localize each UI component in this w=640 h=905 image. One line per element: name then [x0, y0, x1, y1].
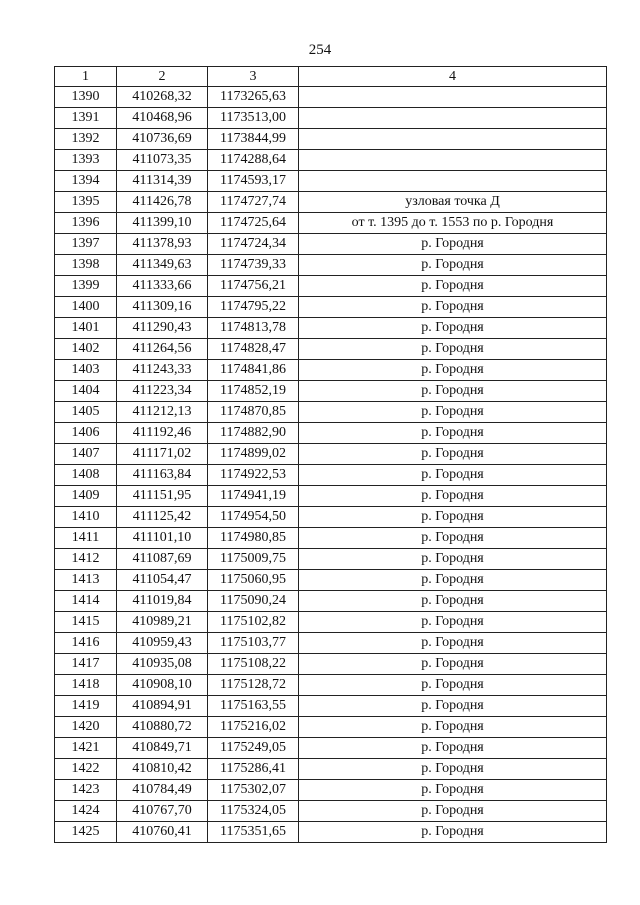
- point-number-cell: 1397: [55, 234, 117, 255]
- y-coordinate-cell: 1174795,22: [208, 297, 299, 318]
- point-number-cell: 1391: [55, 108, 117, 129]
- description-cell: р. Городня: [299, 381, 607, 402]
- point-number-cell: 1403: [55, 360, 117, 381]
- column-header-2: 2: [117, 67, 208, 87]
- table-header-row: [55, 67, 607, 87]
- table-row: [55, 591, 607, 612]
- description-cell: р. Городня: [299, 633, 607, 654]
- table-row: [55, 129, 607, 150]
- table-row: [55, 318, 607, 339]
- description-cell: р. Городня: [299, 486, 607, 507]
- page-number: 254: [308, 42, 332, 58]
- table-row: [55, 339, 607, 360]
- description-cell: р. Городня: [299, 297, 607, 318]
- y-coordinate-cell: 1174922,53: [208, 465, 299, 486]
- x-coordinate-cell: 411087,69: [117, 549, 208, 570]
- x-coordinate-cell: 411019,84: [117, 591, 208, 612]
- x-coordinate-cell: 411171,02: [117, 444, 208, 465]
- description-cell: р. Городня: [299, 801, 607, 822]
- x-coordinate-cell: 410959,43: [117, 633, 208, 654]
- table-row: [55, 717, 607, 738]
- x-coordinate-cell: 410784,49: [117, 780, 208, 801]
- point-number-cell: 1399: [55, 276, 117, 297]
- y-coordinate-cell: 1175163,55: [208, 696, 299, 717]
- x-coordinate-cell: 411192,46: [117, 423, 208, 444]
- point-number-cell: 1415: [55, 612, 117, 633]
- y-coordinate-cell: 1174288,64: [208, 150, 299, 171]
- point-number-cell: 1424: [55, 801, 117, 822]
- description-cell: р. Городня: [299, 360, 607, 381]
- point-number-cell: 1393: [55, 150, 117, 171]
- point-number-cell: 1392: [55, 129, 117, 150]
- table-row: [55, 612, 607, 633]
- y-coordinate-cell: 1174756,21: [208, 276, 299, 297]
- y-coordinate-cell: 1174593,17: [208, 171, 299, 192]
- point-number-cell: 1414: [55, 591, 117, 612]
- table-row: [55, 87, 607, 108]
- y-coordinate-cell: 1175249,05: [208, 738, 299, 759]
- point-number-cell: 1396: [55, 213, 117, 234]
- y-coordinate-cell: 1175216,02: [208, 717, 299, 738]
- x-coordinate-cell: 411333,66: [117, 276, 208, 297]
- table-row: [55, 780, 607, 801]
- description-cell: р. Городня: [299, 234, 607, 255]
- table-row: [55, 654, 607, 675]
- description-cell: р. Городня: [299, 612, 607, 633]
- point-number-cell: 1400: [55, 297, 117, 318]
- y-coordinate-cell: 1174882,90: [208, 423, 299, 444]
- y-coordinate-cell: 1174813,78: [208, 318, 299, 339]
- x-coordinate-cell: 410849,71: [117, 738, 208, 759]
- description-cell: р. Городня: [299, 444, 607, 465]
- y-coordinate-cell: 1175009,75: [208, 549, 299, 570]
- x-coordinate-cell: 411125,42: [117, 507, 208, 528]
- description-cell: р. Городня: [299, 759, 607, 780]
- point-number-cell: 1405: [55, 402, 117, 423]
- table-row: [55, 150, 607, 171]
- point-number-cell: 1416: [55, 633, 117, 654]
- point-number-cell: 1390: [55, 87, 117, 108]
- y-coordinate-cell: 1174899,02: [208, 444, 299, 465]
- y-coordinate-cell: 1174724,34: [208, 234, 299, 255]
- description-cell: р. Городня: [299, 276, 607, 297]
- description-cell: от т. 1395 до т. 1553 по р. Городня: [299, 213, 607, 234]
- point-number-cell: 1406: [55, 423, 117, 444]
- y-coordinate-cell: 1175108,22: [208, 654, 299, 675]
- description-cell: р. Городня: [299, 654, 607, 675]
- y-coordinate-cell: 1175103,77: [208, 633, 299, 654]
- y-coordinate-cell: 1175324,05: [208, 801, 299, 822]
- table-row: [55, 423, 607, 444]
- description-cell: р. Городня: [299, 339, 607, 360]
- table-row: [55, 696, 607, 717]
- x-coordinate-cell: 411426,78: [117, 192, 208, 213]
- y-coordinate-cell: 1174954,50: [208, 507, 299, 528]
- x-coordinate-cell: 410760,41: [117, 822, 208, 843]
- table-row: [55, 528, 607, 549]
- table-row: [55, 360, 607, 381]
- y-coordinate-cell: 1175102,82: [208, 612, 299, 633]
- x-coordinate-cell: 410880,72: [117, 717, 208, 738]
- point-number-cell: 1404: [55, 381, 117, 402]
- table-row: [55, 675, 607, 696]
- column-header-1: 1: [55, 67, 117, 87]
- description-cell: р. Городня: [299, 675, 607, 696]
- x-coordinate-cell: 411309,16: [117, 297, 208, 318]
- x-coordinate-cell: 411378,93: [117, 234, 208, 255]
- x-coordinate-cell: 411349,63: [117, 255, 208, 276]
- x-coordinate-cell: 411223,34: [117, 381, 208, 402]
- description-cell: р. Городня: [299, 549, 607, 570]
- y-coordinate-cell: 1175286,41: [208, 759, 299, 780]
- point-number-cell: 1423: [55, 780, 117, 801]
- x-coordinate-cell: 410268,32: [117, 87, 208, 108]
- point-number-cell: 1409: [55, 486, 117, 507]
- description-cell: [299, 129, 607, 150]
- coordinates-table: [54, 66, 607, 843]
- description-cell: р. Городня: [299, 717, 607, 738]
- table-row: [55, 402, 607, 423]
- description-cell: р. Городня: [299, 822, 607, 843]
- point-number-cell: 1417: [55, 654, 117, 675]
- x-coordinate-cell: 411151,95: [117, 486, 208, 507]
- x-coordinate-cell: 411399,10: [117, 213, 208, 234]
- description-cell: р. Городня: [299, 570, 607, 591]
- description-cell: р. Городня: [299, 255, 607, 276]
- description-cell: узловая точка Д: [299, 192, 607, 213]
- description-cell: [299, 108, 607, 129]
- table-row: [55, 213, 607, 234]
- point-number-cell: 1407: [55, 444, 117, 465]
- table-row: [55, 486, 607, 507]
- point-number-cell: 1398: [55, 255, 117, 276]
- table-row: [55, 633, 607, 654]
- point-number-cell: 1411: [55, 528, 117, 549]
- x-coordinate-cell: 411264,56: [117, 339, 208, 360]
- table-row: [55, 297, 607, 318]
- column-header-4: 4: [299, 67, 607, 87]
- table-row: [55, 381, 607, 402]
- point-number-cell: 1401: [55, 318, 117, 339]
- table-row: [55, 570, 607, 591]
- point-number-cell: 1425: [55, 822, 117, 843]
- table-row: [55, 234, 607, 255]
- point-number-cell: 1418: [55, 675, 117, 696]
- description-cell: р. Городня: [299, 528, 607, 549]
- column-header-3: 3: [208, 67, 299, 87]
- table-row: [55, 171, 607, 192]
- y-coordinate-cell: 1174727,74: [208, 192, 299, 213]
- description-cell: р. Городня: [299, 402, 607, 423]
- description-cell: р. Городня: [299, 465, 607, 486]
- table-row: [55, 276, 607, 297]
- description-cell: [299, 87, 607, 108]
- description-cell: р. Городня: [299, 507, 607, 528]
- y-coordinate-cell: 1173513,00: [208, 108, 299, 129]
- y-coordinate-cell: 1175128,72: [208, 675, 299, 696]
- y-coordinate-cell: 1174828,47: [208, 339, 299, 360]
- description-cell: [299, 150, 607, 171]
- x-coordinate-cell: 410767,70: [117, 801, 208, 822]
- table-body: [55, 87, 607, 843]
- point-number-cell: 1394: [55, 171, 117, 192]
- x-coordinate-cell: 410736,69: [117, 129, 208, 150]
- x-coordinate-cell: 411290,43: [117, 318, 208, 339]
- table-row: [55, 507, 607, 528]
- x-coordinate-cell: 410908,10: [117, 675, 208, 696]
- y-coordinate-cell: 1175090,24: [208, 591, 299, 612]
- y-coordinate-cell: 1174852,19: [208, 381, 299, 402]
- table-row: [55, 192, 607, 213]
- y-coordinate-cell: 1173844,99: [208, 129, 299, 150]
- table-row: [55, 549, 607, 570]
- y-coordinate-cell: 1174841,86: [208, 360, 299, 381]
- point-number-cell: 1419: [55, 696, 117, 717]
- x-coordinate-cell: 410894,91: [117, 696, 208, 717]
- table-row: [55, 465, 607, 486]
- y-coordinate-cell: 1173265,63: [208, 87, 299, 108]
- point-number-cell: 1395: [55, 192, 117, 213]
- x-coordinate-cell: 411073,35: [117, 150, 208, 171]
- y-coordinate-cell: 1174870,85: [208, 402, 299, 423]
- x-coordinate-cell: 411243,33: [117, 360, 208, 381]
- description-cell: р. Городня: [299, 318, 607, 339]
- table-row: [55, 738, 607, 759]
- description-cell: р. Городня: [299, 591, 607, 612]
- y-coordinate-cell: 1175060,95: [208, 570, 299, 591]
- table-row: [55, 255, 607, 276]
- point-number-cell: 1413: [55, 570, 117, 591]
- point-number-cell: 1402: [55, 339, 117, 360]
- y-coordinate-cell: 1174941,19: [208, 486, 299, 507]
- y-coordinate-cell: 1175351,65: [208, 822, 299, 843]
- point-number-cell: 1420: [55, 717, 117, 738]
- description-cell: [299, 171, 607, 192]
- description-cell: р. Городня: [299, 780, 607, 801]
- description-cell: р. Городня: [299, 696, 607, 717]
- table-row: [55, 108, 607, 129]
- table-row: [55, 759, 607, 780]
- table-row: [55, 822, 607, 843]
- y-coordinate-cell: 1174739,33: [208, 255, 299, 276]
- description-cell: р. Городня: [299, 738, 607, 759]
- table-row: [55, 444, 607, 465]
- x-coordinate-cell: 410935,08: [117, 654, 208, 675]
- y-coordinate-cell: 1174980,85: [208, 528, 299, 549]
- y-coordinate-cell: 1175302,07: [208, 780, 299, 801]
- point-number-cell: 1421: [55, 738, 117, 759]
- x-coordinate-cell: 411054,47: [117, 570, 208, 591]
- x-coordinate-cell: 410989,21: [117, 612, 208, 633]
- point-number-cell: 1422: [55, 759, 117, 780]
- point-number-cell: 1410: [55, 507, 117, 528]
- y-coordinate-cell: 1174725,64: [208, 213, 299, 234]
- description-cell: р. Городня: [299, 423, 607, 444]
- point-number-cell: 1412: [55, 549, 117, 570]
- table-row: [55, 801, 607, 822]
- x-coordinate-cell: 411314,39: [117, 171, 208, 192]
- x-coordinate-cell: 410468,96: [117, 108, 208, 129]
- x-coordinate-cell: 411101,10: [117, 528, 208, 549]
- x-coordinate-cell: 411163,84: [117, 465, 208, 486]
- x-coordinate-cell: 411212,13: [117, 402, 208, 423]
- point-number-cell: 1408: [55, 465, 117, 486]
- x-coordinate-cell: 410810,42: [117, 759, 208, 780]
